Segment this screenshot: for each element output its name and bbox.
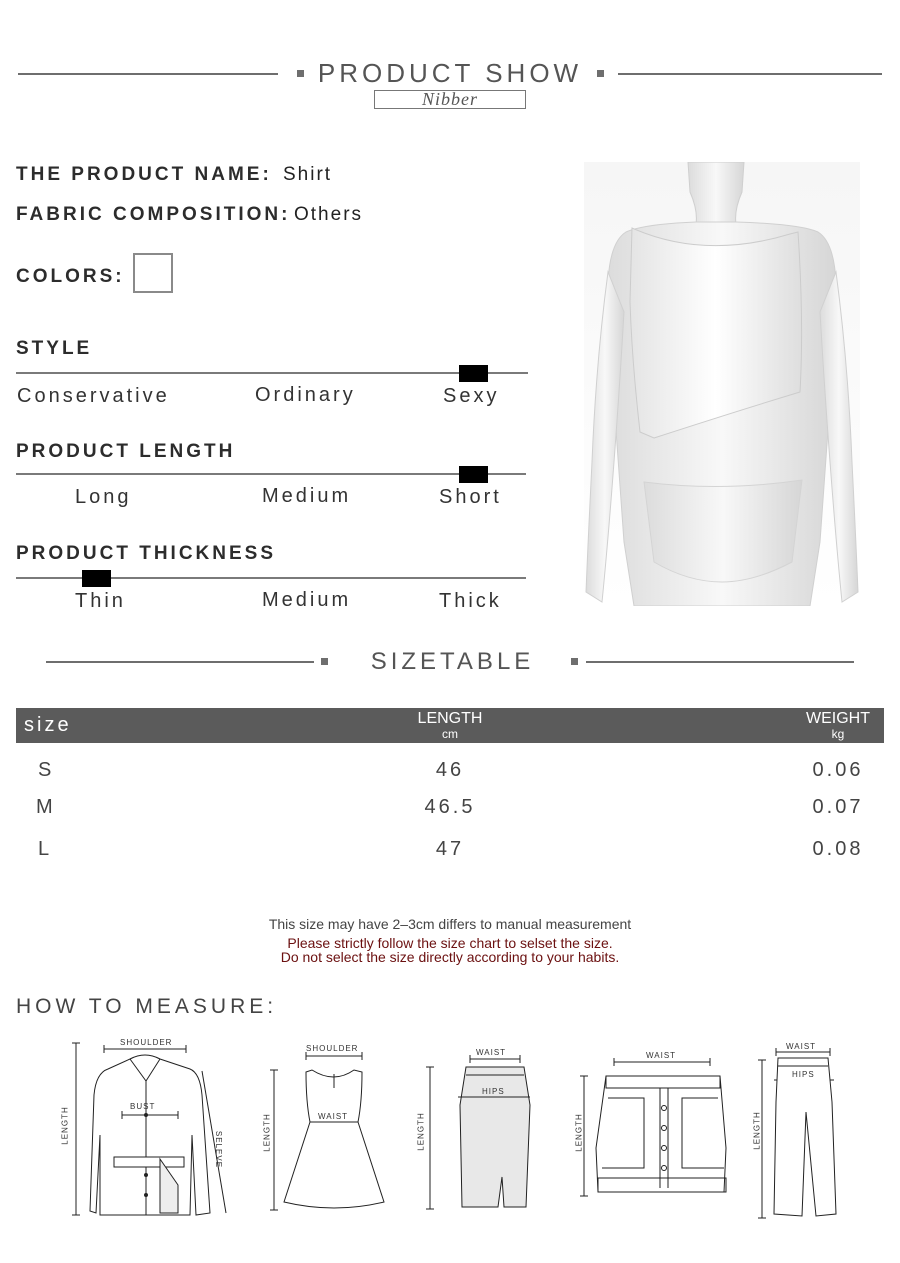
color-swatch-white[interactable] <box>133 253 173 293</box>
row-size-m: M <box>36 796 56 818</box>
row-weight-l: 0.08 <box>812 838 864 860</box>
brand-name: Nibber <box>374 90 526 109</box>
col-header-weight-unit: kg <box>831 727 845 741</box>
row-length-s: 46 <box>435 759 465 781</box>
pants-diagram <box>752 1042 852 1222</box>
length-selected-marker <box>459 466 488 483</box>
thickness-option-thick: Thick <box>439 590 502 612</box>
length-option-long: Long <box>75 486 132 508</box>
skirt-hips-label: HIPS <box>482 1087 505 1096</box>
skirt-waist-label: WAIST <box>476 1048 507 1057</box>
skirt-diagram <box>416 1045 546 1215</box>
shorts-length-label: LENGTH <box>574 1113 584 1152</box>
row-weight-m: 0.07 <box>812 796 864 818</box>
shorts-waist-label: WAIST <box>646 1051 677 1060</box>
how-to-measure-title: HOW TO MEASURE: <box>16 995 278 1018</box>
style-selected-marker <box>459 365 488 382</box>
mannequin-illustration <box>584 162 860 606</box>
jacket-shoulder-label: SHOULDER <box>120 1038 173 1047</box>
col-header-length: LENGTH <box>417 710 483 727</box>
jacket-icon <box>60 1035 240 1225</box>
header-square-right <box>597 70 604 77</box>
note-no-habit: Do not select the size directly according to your habits. <box>280 949 620 965</box>
row-weight-s: 0.06 <box>812 759 864 781</box>
note-measurement: This size may have 2–3cm differs to manual measurement <box>268 916 632 932</box>
size-table-header <box>16 708 884 743</box>
length-scale-line <box>16 473 526 475</box>
skirt-length-label: LENGTH <box>416 1112 426 1151</box>
style-scale-line <box>16 372 528 374</box>
shorts-icon <box>574 1048 754 1203</box>
jacket-diagram <box>60 1035 240 1225</box>
colors-label: COLORS: <box>16 266 125 287</box>
note-follow-chart: Please strictly follow the size chart to selset the size. <box>287 935 613 951</box>
shorts-diagram <box>574 1048 754 1203</box>
product-name-value: Shirt <box>283 164 333 185</box>
length-option-medium: Medium <box>262 485 352 507</box>
pants-length-label: LENGTH <box>752 1111 762 1150</box>
fabric-value: Others <box>294 204 364 225</box>
sizetable-rule-right <box>586 661 854 663</box>
length-title: PRODUCT LENGTH <box>16 441 236 462</box>
style-option-sexy: Sexy <box>443 385 500 407</box>
row-length-m: 46.5 <box>424 796 476 818</box>
jacket-sleeve-label: SELEVE <box>214 1130 224 1169</box>
col-header-size: size <box>24 714 72 736</box>
thickness-option-medium: Medium <box>262 589 352 611</box>
sizetable-title: SIZETABLE <box>370 648 535 675</box>
length-option-short: Short <box>439 486 502 508</box>
product-photo <box>584 162 860 606</box>
sizetable-square-right <box>571 658 578 665</box>
style-option-ordinary: Ordinary <box>255 384 356 406</box>
thickness-title: PRODUCT THICKNESS <box>16 543 277 564</box>
col-header-length-unit: cm <box>442 727 458 741</box>
header-rule-right <box>618 73 882 75</box>
fabric-label: FABRIC COMPOSITION: <box>16 204 291 225</box>
col-header-weight: WEIGHT <box>806 710 870 727</box>
pants-waist-label: WAIST <box>786 1042 817 1051</box>
jacket-length-label: LENGTH <box>60 1106 70 1145</box>
product-name-label: THE PRODUCT NAME: <box>16 164 272 185</box>
style-title: STYLE <box>16 338 93 359</box>
pants-hips-label: HIPS <box>792 1070 815 1079</box>
dress-diagram <box>262 1042 402 1217</box>
row-size-s: S <box>38 759 55 781</box>
skirt-icon <box>416 1045 546 1215</box>
page-title: PRODUCT SHOW <box>317 58 583 88</box>
dress-waist-label: WAIST <box>318 1112 349 1121</box>
row-size-l: L <box>38 838 53 860</box>
jacket-bust-label: BUST <box>130 1102 156 1111</box>
row-length-l: 47 <box>435 838 465 860</box>
pants-icon <box>752 1042 852 1222</box>
dress-icon <box>262 1042 402 1217</box>
dress-shoulder-label: SHOULDER <box>306 1044 359 1053</box>
style-option-conservative: Conservative <box>17 385 170 407</box>
dress-length-label: LENGTH <box>262 1113 272 1152</box>
thickness-selected-marker <box>82 570 111 587</box>
thickness-option-thin: Thin <box>75 590 126 612</box>
